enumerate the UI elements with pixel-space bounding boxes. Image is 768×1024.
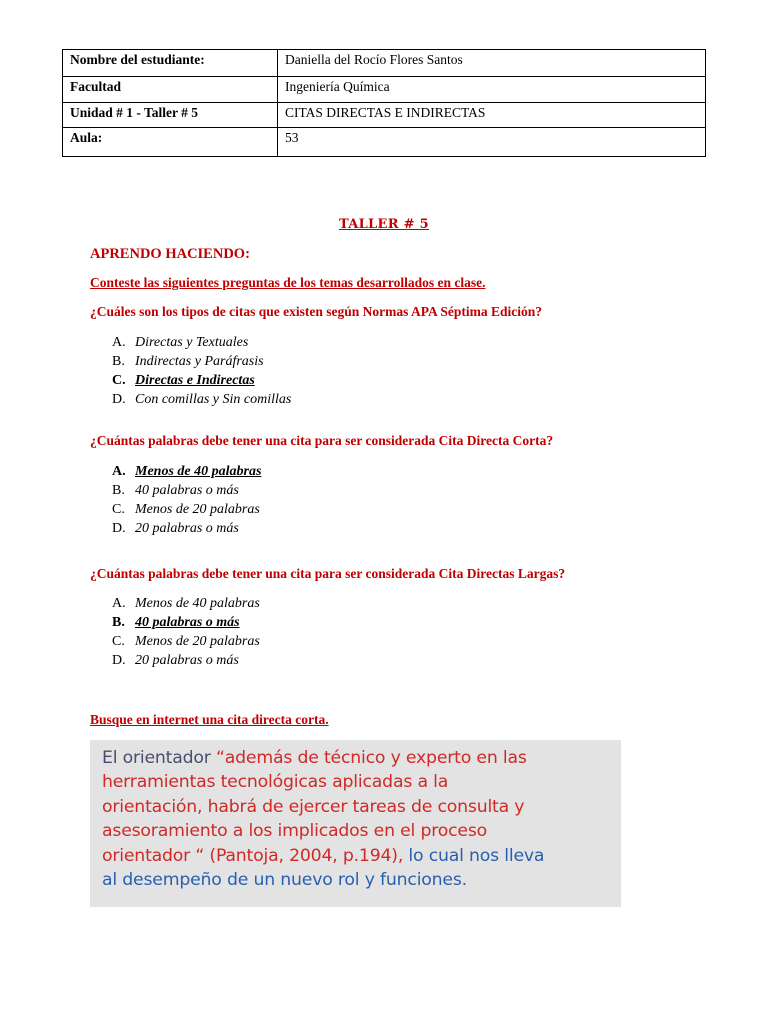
option-item bbox=[112, 519, 261, 538]
student-name-value: Daniella del Rocío Flores Santos bbox=[278, 50, 706, 77]
quote-text-highlight: orientador “ (Pantoja, 2004, p.194), bbox=[102, 845, 409, 866]
option-letter: B. bbox=[112, 354, 125, 369]
section-heading: APRENDO HACIENDO: bbox=[90, 246, 250, 262]
option-text: Directas y Textuales bbox=[135, 335, 249, 350]
classroom-value: 53 bbox=[278, 128, 706, 157]
selected-option-item bbox=[112, 613, 260, 632]
option-letter: C. bbox=[112, 502, 125, 517]
option-letter: C. bbox=[112, 634, 125, 649]
option-letter: B. bbox=[112, 615, 125, 630]
option-text: Menos de 20 palabras bbox=[135, 502, 260, 517]
option-text: Menos de 40 palabras bbox=[135, 464, 262, 479]
quote-line-4: asesoramiento a los implicados en el proceso bbox=[102, 821, 488, 842]
option-letter: D. bbox=[112, 521, 126, 536]
unit-value: CITAS DIRECTAS E INDIRECTAS bbox=[278, 103, 706, 128]
quote-text: lo cual nos lleva bbox=[408, 845, 545, 866]
option-text: Menos de 20 palabras bbox=[135, 634, 260, 649]
quote-line-6: al desempeño de un nuevo rol y funciones. bbox=[102, 870, 467, 891]
table-row bbox=[63, 50, 706, 77]
question-2: ¿Cuántas palabras debe tener una cita para ser considerada Cita Directa Corta? bbox=[90, 433, 554, 448]
table-row bbox=[63, 103, 706, 128]
faculty-label: Facultad bbox=[63, 77, 278, 103]
option-item bbox=[112, 594, 260, 613]
option-text: Indirectas y Paráfrasis bbox=[135, 354, 264, 369]
option-letter: D. bbox=[112, 653, 126, 668]
option-item bbox=[112, 651, 260, 670]
question-3: ¿Cuántas palabras debe tener una cita para ser considerada Cita Directas Largas? bbox=[90, 566, 566, 581]
option-text: 40 palabras o más bbox=[135, 615, 240, 630]
option-letter: B. bbox=[112, 483, 125, 498]
quote-line-5 bbox=[102, 844, 621, 868]
unit-label: Unidad # 1 - Taller # 5 bbox=[63, 103, 278, 128]
search-prompt: Busque en internet una cita directa corta. bbox=[90, 712, 329, 727]
selected-option-item bbox=[112, 371, 291, 390]
question-1: ¿Cuáles son los tipos de citas que existen según Normas APA Séptima Edición? bbox=[90, 304, 543, 319]
option-item bbox=[112, 500, 261, 519]
option-letter: A. bbox=[112, 335, 126, 350]
workshop-title: TALLER # 5 bbox=[338, 217, 430, 232]
quote-text-highlight: “además de técnico y experto en las bbox=[215, 748, 527, 768]
question-2-options bbox=[112, 462, 261, 538]
quote-text: El orientador bbox=[102, 748, 216, 768]
instruction-text: Conteste las siguientes preguntas de los temas desarrollados en clase. bbox=[90, 275, 486, 290]
table-row bbox=[63, 77, 706, 103]
option-item bbox=[112, 481, 261, 500]
quote-line-3: orientación, habrá de ejercer tareas de consulta y bbox=[102, 796, 525, 817]
selected-option-item bbox=[112, 462, 261, 481]
classroom-label: Aula: bbox=[63, 128, 278, 157]
option-text: 20 palabras o más bbox=[135, 521, 239, 536]
option-letter: A. bbox=[112, 464, 126, 479]
student-name-label: Nombre del estudiante: bbox=[63, 50, 278, 77]
option-item bbox=[112, 632, 260, 651]
quote-image bbox=[90, 740, 621, 907]
option-text: 40 palabras o más bbox=[135, 483, 239, 498]
option-item bbox=[112, 333, 291, 352]
option-text: 20 palabras o más bbox=[135, 653, 239, 668]
option-text: Directas e Indirectas bbox=[135, 373, 255, 388]
faculty-value: Ingeniería Química bbox=[278, 77, 706, 103]
option-text: Menos de 40 palabras bbox=[135, 596, 260, 611]
option-letter: D. bbox=[112, 392, 126, 407]
question-3-options bbox=[112, 594, 260, 670]
option-text: Con comillas y Sin comillas bbox=[135, 392, 292, 407]
option-item bbox=[112, 352, 291, 371]
table-row bbox=[63, 128, 706, 157]
option-item bbox=[112, 390, 291, 409]
question-1-options bbox=[112, 333, 291, 409]
quote-line-2: herramientas tecnológicas aplicadas a la bbox=[102, 772, 449, 793]
student-info-table bbox=[62, 49, 706, 157]
option-letter: C. bbox=[112, 373, 126, 388]
quote-line-1 bbox=[102, 746, 621, 770]
option-letter: A. bbox=[112, 596, 126, 611]
